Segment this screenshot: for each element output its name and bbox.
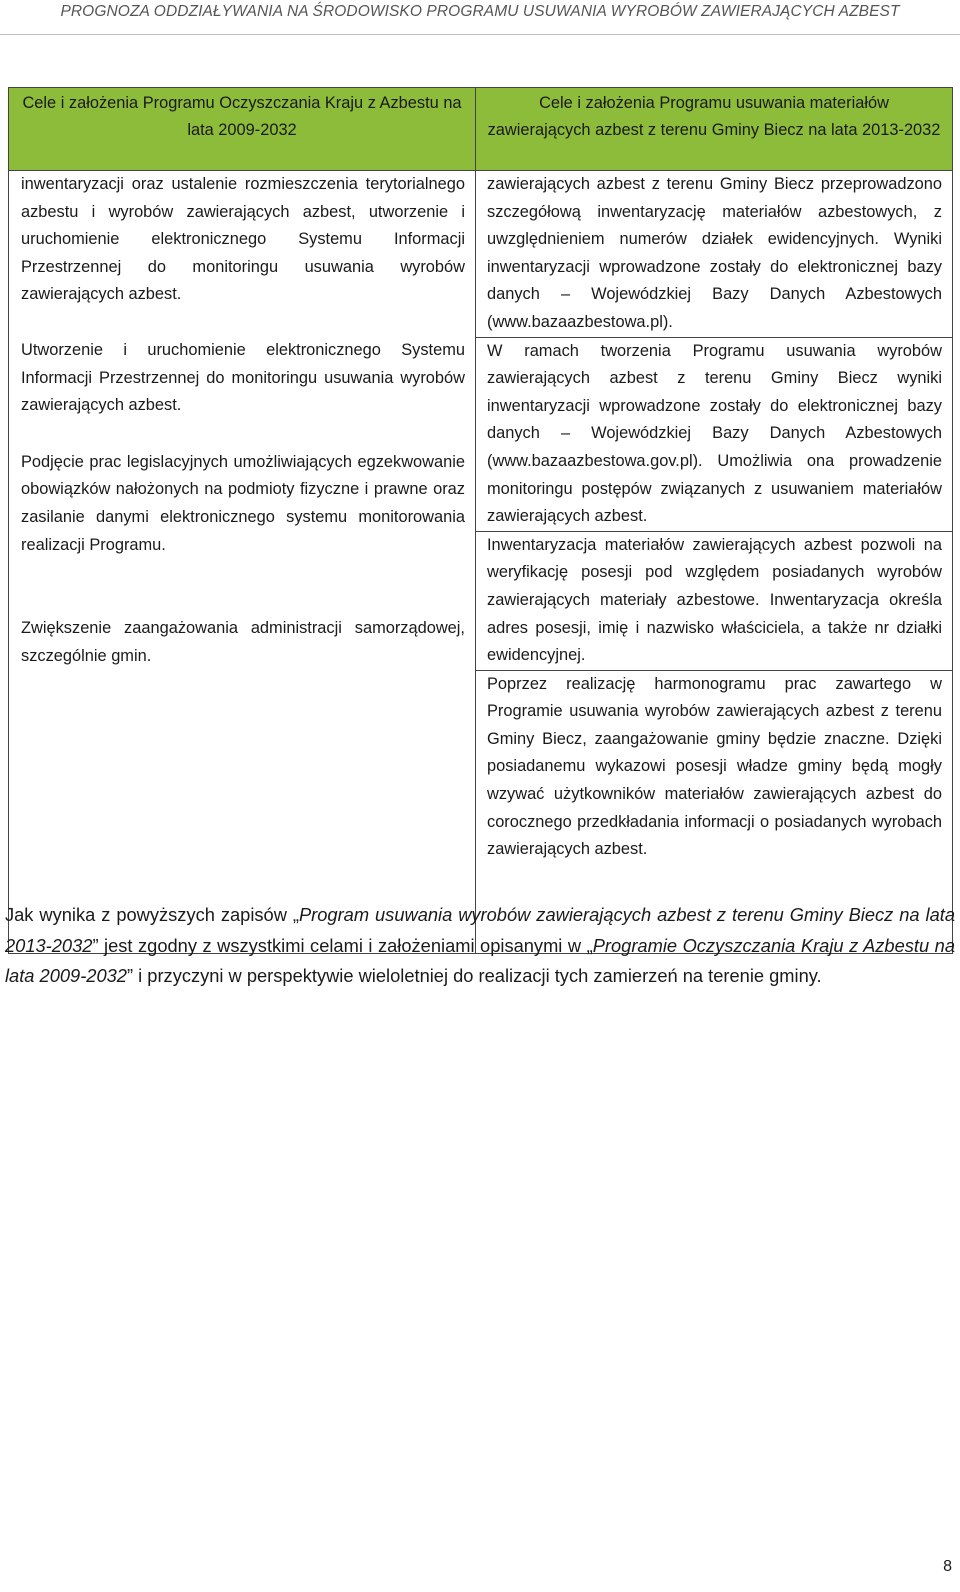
conclusion-text-2: ” jest zgodny z wszystkimi celami i założeniami opisanymi w „ bbox=[92, 934, 593, 956]
page-number: 8 bbox=[943, 1558, 952, 1575]
national-program-goals bbox=[9, 171, 476, 954]
header-biecz-program: Cele i założenia Programu usuwania materiałów zawierających azbest z terenu Gminy Biecz na lata 2013-2032 bbox=[476, 88, 953, 171]
header-national-program: Cele i założenia Programu Oczyszczania Kraju z Azbestu na lata 2009-2032 bbox=[9, 88, 476, 171]
comparison-table bbox=[8, 87, 953, 954]
left-block-local-administration: Zwiększenie zaangażowania administracji samorządowej, szczególnie gmin. bbox=[21, 619, 465, 665]
conclusion-title-national-program: Programie Oczyszczania Kraju z Azbestu na lata 2009-2032 bbox=[5, 934, 955, 986]
right-block-database: W ramach tworzenia Programu usuwania wyrobów zawierających azbest z terenu Gminy Biecz wyniki inwentaryzacji wprowadzone zostały do elektronicznej bazy danych – Wojewódzkiej Bazy Danych Azbestowych (www.bazaazbestowa.gov.pl). Umożliwia ona prowadzenie monitoringu postępów związanych z usuwaniem materiałów zawierających azbest. bbox=[487, 341, 942, 526]
right-block-engagement: Poprzez realizację harmonogramu prac zawartego w Programie usuwania wyrobów zawierających azbest z terenu Gminy Biecz, zaangażowanie gminy będzie znaczne. Dzięki posiadanemu wykazowi posesji władze gminy będą mogły wzywać użytkowników materiałów zawierających azbest do corocznego przedkładania informacji o posiadanych wyrobach zawierających azbest. bbox=[487, 674, 942, 859]
right-cell-inventory bbox=[476, 171, 952, 338]
conclusion-text-1: Jak wynika z powyższych zapisów „ bbox=[5, 904, 299, 925]
table-row bbox=[9, 171, 953, 954]
conclusion-text-3: ” i przyczyni w perspektywie wieloletniej do realizacji tych zamierzeń na terenie gminy. bbox=[126, 965, 822, 986]
table-header-row bbox=[9, 88, 953, 171]
right-block-inventory: zawierających azbest z terenu Gminy Biecz przeprowadzono szczegółową inwentaryzację materiałów azbestowych, z uwzględnieniem numerów działek ewidencyjnych. Wyniki inwentaryzacji wprowadzone zostały do elektronicznej bazy danych – Wojewódzkiej Bazy Danych Azbestowych (www.bazaazbestowa.pl). bbox=[487, 175, 942, 331]
left-block-inventory: inwentaryzacji oraz ustalenie rozmieszczenia terytorialnego azbestu i wyrobów zawierających azbest, utworzenie i uruchomienie elektronicznego Systemu Informacji Przestrzennej do monitoringu usuwania wyrobów zawierających azbest. bbox=[21, 175, 465, 304]
right-block-verification: Inwentaryzacja materiałów zawierających azbest pozwoli na weryfikację posesji pod względem posiadanych wyrobów zawierających materiały azbestowe. Inwentaryzacja określa adres posesji, imię i nazwisko właściciela, a także nr działki ewidencyjnej. bbox=[487, 535, 942, 665]
right-cell-database bbox=[476, 338, 952, 532]
right-cell-engagement bbox=[476, 671, 952, 864]
right-cell-verification bbox=[476, 532, 952, 671]
left-block-gis-system: Utworzenie i uruchomienie elektronicznego Systemu Informacji Przestrzennej do monitoringu usuwania wyrobów zawierających azbest. bbox=[21, 340, 465, 415]
running-header: PROGNOZA ODDZIAŁYWANIA NA ŚRODOWISKO PROGRAMU USUWANIA WYROBÓW ZAWIERAJĄCYCH AZBEST bbox=[0, 0, 960, 35]
conclusion-title-local-program: Program usuwania wyrobów zawierających azbest z terenu Gminy Biecz na lata 2013-2032 bbox=[5, 904, 955, 956]
conclusion-paragraph bbox=[5, 900, 955, 992]
biecz-program-goals bbox=[476, 171, 953, 954]
left-block-legislation: Podjęcie prac legislacyjnych umożliwiających egzekwowanie obowiązków nałożonych na podmioty fizyczne i prawne oraz zasilanie danymi elektronicznego systemu monitorowania realizacji Programu. bbox=[21, 452, 465, 554]
